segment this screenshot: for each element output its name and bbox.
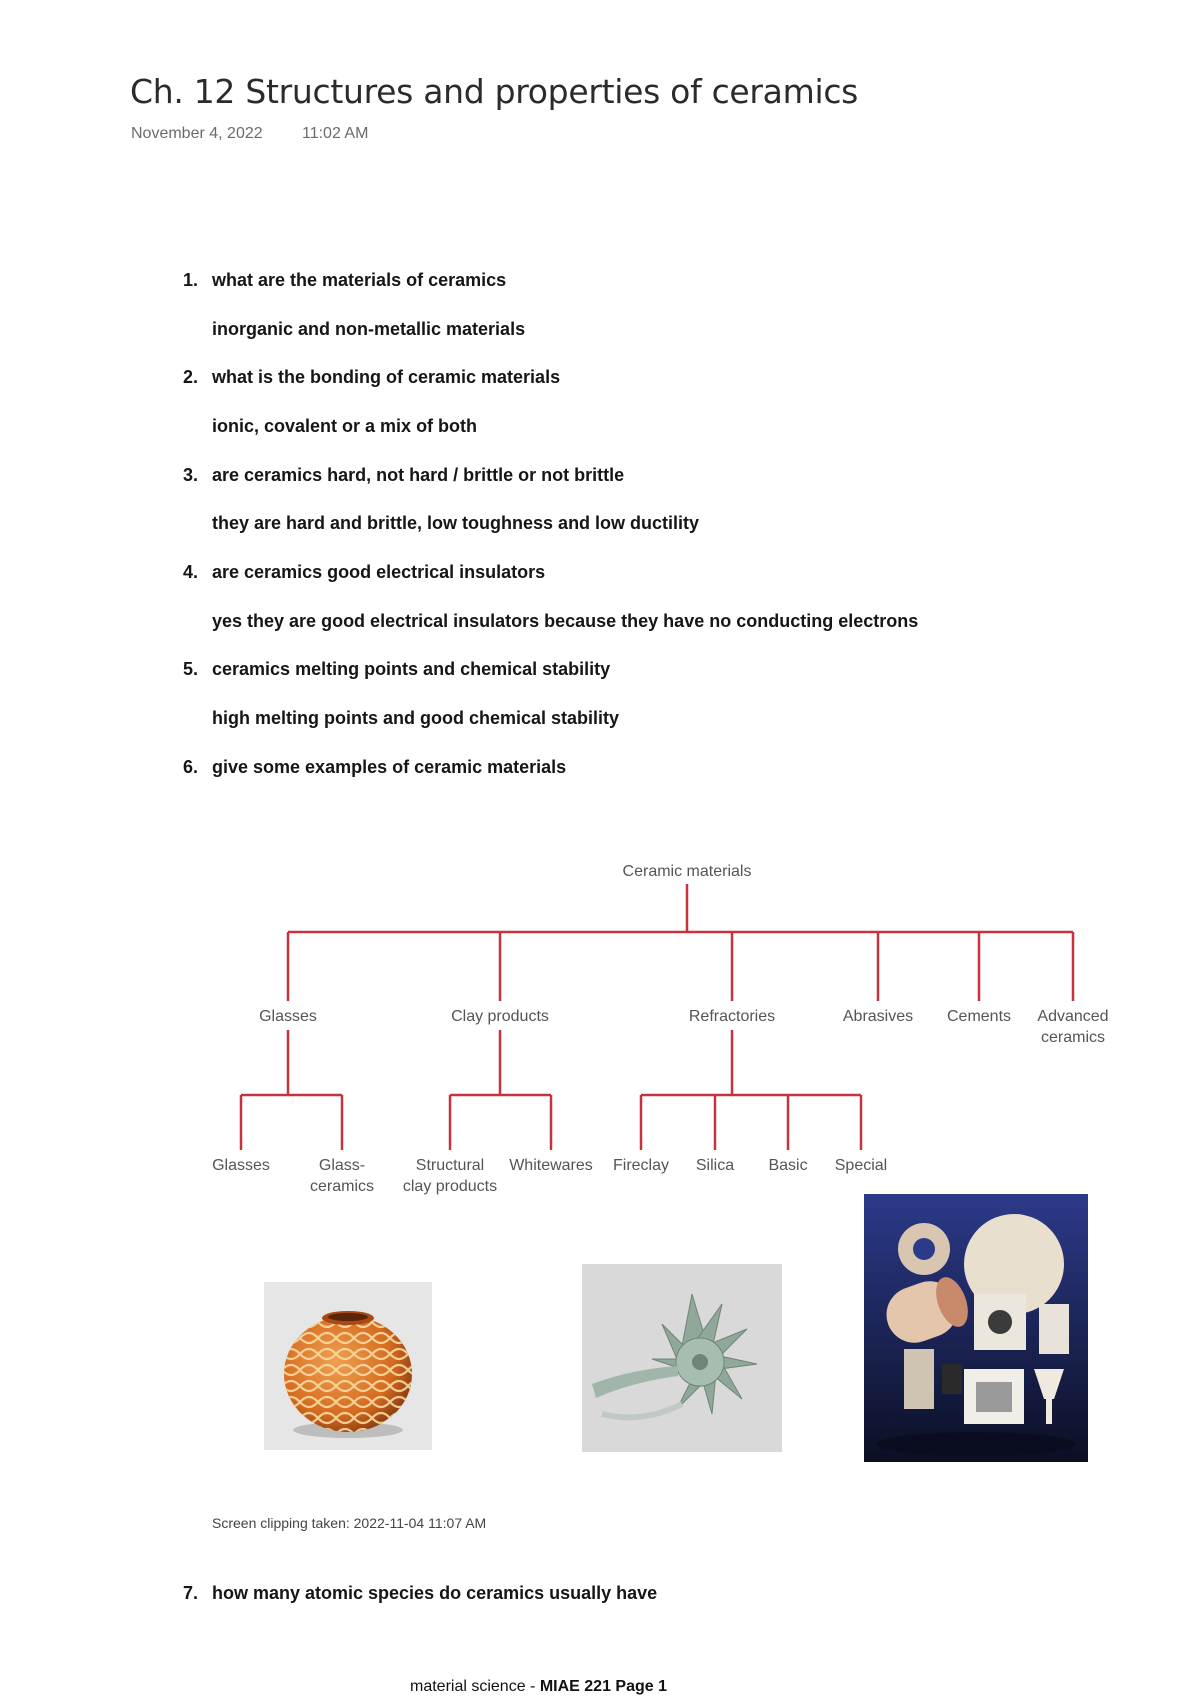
- node-glass-ceramics-line1: Glass-: [318, 1157, 366, 1174]
- page-footer: [410, 1678, 667, 1696]
- footer-notebook: material science -: [410, 1678, 540, 1695]
- node-advanced-line1: Advanced: [1037, 1008, 1109, 1025]
- page-title: Ch. 12 Structures and properties of ceramics: [130, 72, 859, 111]
- list-number: 1.: [182, 270, 198, 290]
- question-text: give some examples of ceramic materials: [212, 757, 567, 777]
- node-basic: Basic: [768, 1157, 808, 1174]
- node-glass-ceramics-line2: ceramics: [309, 1178, 375, 1195]
- turbine-photo: [582, 1264, 782, 1452]
- vase-photo: [264, 1282, 432, 1450]
- node-cements: Cements: [946, 1008, 1012, 1025]
- question-text: how many atomic species do ceramics usually have: [212, 1583, 658, 1603]
- footer-page: MIAE 221 Page 1: [539, 1678, 667, 1695]
- node-structural-line1: Structural: [415, 1157, 485, 1174]
- question-text: ceramics melting points and chemical stability: [212, 659, 611, 679]
- node-ceramic-materials: Ceramic materials: [622, 863, 752, 880]
- node-special: Special: [834, 1157, 888, 1174]
- node-whitewares: Whitewares: [509, 1157, 593, 1174]
- node-abrasives: Abrasives: [842, 1008, 914, 1025]
- list-number: 3.: [182, 465, 198, 485]
- question-text: what is the bonding of ceramic materials: [212, 367, 561, 387]
- page-date: November 4, 2022: [131, 125, 263, 142]
- answer-text: inorganic and non-metallic materials: [212, 319, 526, 339]
- question-text: what are the materials of ceramics: [212, 270, 507, 290]
- answer-text: ionic, covalent or a mix of both: [212, 416, 478, 436]
- list-number: 5.: [182, 659, 198, 679]
- node-fireclay: Fireclay: [612, 1157, 670, 1174]
- question-text: are ceramics hard, not hard / brittle or not brittle: [212, 465, 625, 485]
- node-clay-products: Clay products: [451, 1008, 549, 1025]
- answer-text: high melting points and good chemical stability: [212, 708, 620, 728]
- list-number: 6.: [182, 757, 198, 777]
- answer-text: they are hard and brittle, low toughness and low ductility: [212, 513, 700, 533]
- node-advanced-line2: ceramics: [1040, 1029, 1106, 1046]
- list-number: 2.: [182, 367, 198, 387]
- page-time: 11:02 AM: [302, 125, 369, 142]
- advanced-ceramics-photo: [864, 1194, 1088, 1462]
- answer-text: yes they are good electrical insulators because they have no conducting electrons: [212, 611, 919, 631]
- node-glasses-sub: Glasses: [212, 1157, 270, 1174]
- node-structural-line2: clay products: [402, 1178, 498, 1195]
- list-number: 7.: [182, 1583, 198, 1603]
- node-glasses: Glasses: [259, 1008, 317, 1025]
- node-silica: Silica: [695, 1157, 735, 1174]
- screen-clipping-caption: Screen clipping taken: 2022-11-04 11:07 AM: [212, 1515, 487, 1531]
- node-refractories: Refractories: [688, 1008, 776, 1025]
- list-number: 4.: [182, 562, 198, 582]
- question-text: are ceramics good electrical insulators: [212, 562, 546, 582]
